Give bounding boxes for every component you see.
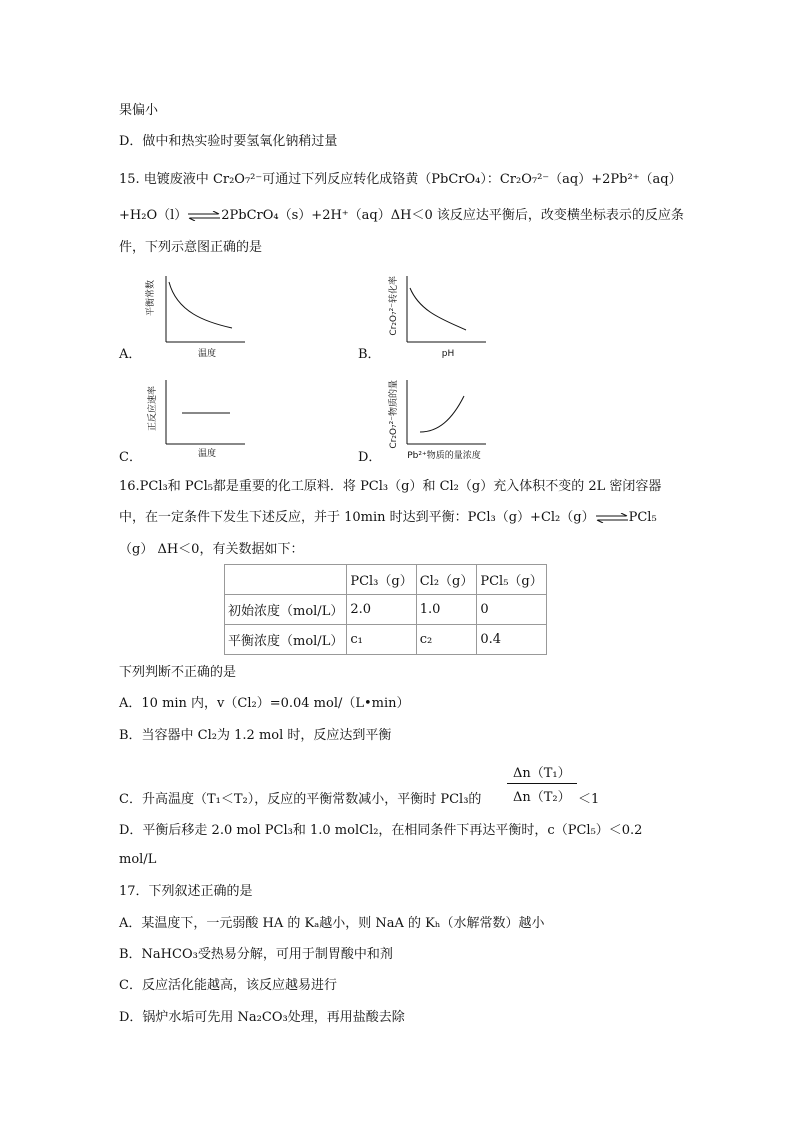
q15-option-c-label: C． xyxy=(119,450,142,465)
q15-option-a-label: A． xyxy=(119,347,142,362)
q16-option-a: A．10 min 内，v（Cl₂）=0.04 mol/（L•min） xyxy=(119,696,410,711)
table-header: PCl₅（g） xyxy=(477,565,546,595)
q15-stem-line3: 件，下列示意图正确的是 xyxy=(119,240,263,255)
q15-reactants-tail: +H₂O（l） xyxy=(119,208,188,223)
table-row xyxy=(225,625,547,655)
graph-a-xlabel: 温度 xyxy=(197,349,217,359)
fraction-denominator: Δn（T₂） xyxy=(513,790,571,805)
q17-option-d: D．锅炉水垢可先用 Na₂CO₃处理，再用盐酸去除 xyxy=(119,1010,405,1025)
fraction-bar xyxy=(507,783,577,784)
graph-b-ylabel: Cr₂O₇²⁻转化率 xyxy=(389,276,399,336)
graph-a-ylabel: 平衡常数 xyxy=(146,280,156,317)
fraction xyxy=(507,762,577,805)
table-header: Cl₂（g） xyxy=(416,565,477,595)
q15-option-d-label: D． xyxy=(358,450,382,465)
fraction-numerator: Δn（T₁） xyxy=(513,766,571,781)
graph-c xyxy=(145,376,255,466)
q16-option-c-tail: ＜1 xyxy=(578,792,600,807)
table-cell: 初始浓度（mol/L） xyxy=(225,595,347,625)
graph-b xyxy=(386,272,496,362)
table-cell: c₁ xyxy=(347,625,416,655)
equilibrium-arrow-icon xyxy=(595,513,629,523)
q15-stem-line2 xyxy=(119,206,684,226)
graph-c-ylabel: 正反应速率 xyxy=(148,386,158,432)
graph-d-xlabel: Pb²⁺物质的量浓度 xyxy=(407,451,481,461)
option-d-prev: D．做中和热实验时要氢氧化钠稍过量 xyxy=(119,134,338,149)
table-cell: 平衡浓度（mol/L） xyxy=(225,625,347,655)
q16-option-b: B．当容器中 Cl₂为 1.2 mol 时，反应达到平衡 xyxy=(119,728,392,743)
text-line: 果偏小 xyxy=(119,103,159,118)
q15-option-b-label: B． xyxy=(358,347,381,362)
table-cell: 0.4 xyxy=(477,625,546,655)
q17-option-a: A．某温度下，一元弱酸 HA 的 Kₐ越小，则 NaA 的 Kₕ（水解常数）越小 xyxy=(119,916,545,931)
q16-stem-line3: （g） ΔH＜0，有关数据如下： xyxy=(119,542,304,557)
table-cell xyxy=(225,565,347,595)
q17-option-b: B．NaHCO₃受热易分解，可用于制胃酸中和剂 xyxy=(119,947,393,962)
q16-option-c: C．升高温度（T₁＜T₂），反应的平衡常数减小，平衡时 PCl₃的 xyxy=(119,792,482,807)
equilibrium-arrow-icon xyxy=(187,211,221,221)
graph-d-ylabel: Cr₂O₇²⁻物质的量 xyxy=(389,380,399,449)
graph-c-xlabel: 温度 xyxy=(197,449,217,459)
graph-a xyxy=(145,272,255,362)
q16-prompt: 下列判断不正确的是 xyxy=(119,665,237,680)
data-table xyxy=(224,564,547,655)
q16-option-d-line1: D．平衡后移走 2.0 mol PCl₃和 1.0 molCl₂，在相同条件下再达平衡时，c（PCl₅）＜0.2 xyxy=(119,823,643,838)
table-cell: c₂ xyxy=(416,625,477,655)
table-row xyxy=(225,595,547,625)
table-cell: 0 xyxy=(477,595,546,625)
graph-b-xlabel: pH xyxy=(441,349,455,359)
q16-stem-line2 xyxy=(119,508,657,528)
table-cell: 1.0 xyxy=(416,595,477,625)
q17-option-c: C．反应活化能越高，该反应越易进行 xyxy=(119,978,337,993)
q16-option-d-line2: mol/L xyxy=(119,852,157,867)
graph-d xyxy=(386,376,496,466)
table-header-row xyxy=(225,565,547,595)
q16-stem-line1: 16.PCl₃和 PCl₅都是重要的化工原料．将 PCl₃（g）和 Cl₂（g）充入体积不变的 2L 密闭容器 xyxy=(119,479,662,494)
q17-title: 17．下列叙述正确的是 xyxy=(119,884,253,899)
q16-product: PCl₅ xyxy=(628,510,657,525)
table-cell: 2.0 xyxy=(347,595,416,625)
q15-products: 2PbCrO₄（s）+2H⁺（aq）ΔH＜0 该反应达平衡后，改变横坐标表示的反应条 xyxy=(221,208,684,223)
q15-stem-line1: 15. 电镀废液中 Cr₂O₇²⁻可通过下列反应转化成铬黄（PbCrO₄）：Cr₂O₇²⁻（aq）+2Pb²⁺（aq） xyxy=(119,172,682,187)
q16-reactants: 中，在一定条件下发生下述反应，并于 10min 时达到平衡：PCl₃（g）+Cl₂（g） xyxy=(119,510,595,525)
table-header: PCl₃（g） xyxy=(347,565,416,595)
